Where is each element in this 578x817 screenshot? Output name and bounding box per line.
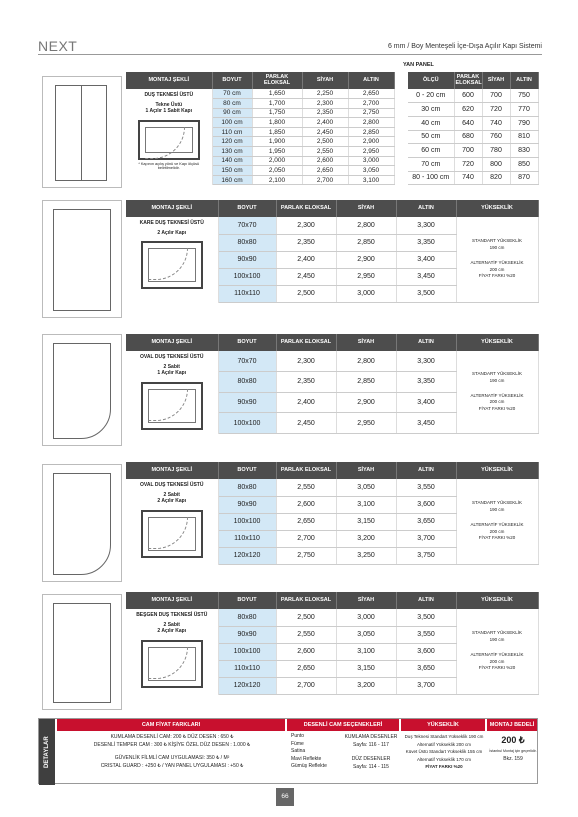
price-cell: 3,000 — [336, 285, 396, 302]
desc-line2: 2 Sabit — [163, 363, 180, 370]
height-note — [456, 217, 538, 302]
price-cell: 2,700 — [276, 530, 336, 547]
header-boyut: BOYUT — [218, 462, 276, 479]
price-cell: 750 — [510, 89, 538, 103]
header-siyah: SİYAH — [336, 334, 396, 351]
price-cell: 3,550 — [396, 626, 456, 643]
price-cell: 2,750 — [348, 108, 394, 118]
desen-option: Punto — [291, 733, 305, 739]
olcu-cell: 0 - 20 cm — [408, 89, 454, 103]
desc-line3: 1 Açılır Kapı — [157, 370, 187, 376]
table-row — [408, 171, 538, 185]
price-cell: 2,600 — [302, 156, 348, 166]
table-row — [408, 157, 538, 171]
size-cell: 100x100 — [218, 513, 276, 530]
shower-plan-diagram — [138, 120, 200, 160]
header-altin: ALTIN — [396, 462, 456, 479]
product-photo-1 — [42, 76, 122, 188]
montaj-price: 200 ₺ — [501, 735, 525, 745]
footer-cam-line2: DESENLİ TEMPER CAM : 300 ₺ KİŞİYE ÖZEL DÜZ DESEN : 1.000 ₺ — [93, 742, 251, 748]
product-photo-4 — [42, 464, 122, 582]
header-montaj: MONTAJ ŞEKLİ — [126, 200, 218, 217]
product-photo-2 — [42, 200, 122, 318]
price-cell: 3,000 — [336, 609, 396, 626]
price-cell: 3,100 — [336, 643, 396, 660]
price-cell: 3,600 — [396, 643, 456, 660]
price-cell: 640 — [454, 116, 482, 130]
header-siyah: SİYAH — [336, 462, 396, 479]
brand-logo: NEXT — [38, 38, 78, 54]
price-cell: 2,350 — [276, 234, 336, 251]
yukseklik-line1: Duş Teknesi Standart Yükseklik 190 cm — [404, 734, 484, 739]
table-row — [126, 609, 538, 626]
footer-cam-line3: GÜVENLİK FİLMLİ CAM UYGULAMASI: 350 ₺ / M² — [114, 755, 230, 761]
size-cell: 90x90 — [218, 496, 276, 513]
header-parlak: PARLAK ELOKSAL — [276, 334, 336, 351]
price-cell: 2,850 — [336, 234, 396, 251]
footer-head-montaj: MONTAJ BEDELİ — [487, 719, 537, 731]
price-cell: 2,950 — [348, 147, 394, 157]
yukseklik-line4: Alternatif Yükseklik 170 cm — [417, 756, 471, 762]
price-cell: 3,250 — [336, 547, 396, 564]
price-cell: 2,300 — [276, 217, 336, 234]
page-number: 66 — [276, 788, 294, 806]
desc-line2: 2 Açılır Kapı — [157, 229, 187, 236]
height-note-note4: 200 cm — [489, 399, 505, 405]
price-cell: 680 — [454, 130, 482, 144]
plan-arc — [145, 127, 185, 159]
price-cell: 2,400 — [276, 392, 336, 413]
price-cell: 2,600 — [276, 643, 336, 660]
price-cell: 770 — [510, 103, 538, 117]
price-cell: 3,650 — [396, 513, 456, 530]
height-note-note1: STANDART YÜKSEKLİK — [472, 630, 522, 636]
size-cell: 90 cm — [212, 108, 252, 118]
product-photo-3 — [42, 334, 122, 446]
size-cell: 120x120 — [218, 547, 276, 564]
size-cell: 70x70 — [218, 351, 276, 372]
page-subtitle: 6 mm / Boy Menteşeli İçe-Dışa Açılır Kapı Sistemi — [387, 43, 542, 50]
size-cell: 80x80 — [218, 372, 276, 393]
price-cell: 2,450 — [276, 413, 336, 434]
height-note-note3: ALTERNATİF YÜKSEKLİK — [470, 259, 524, 265]
size-cell: 80x80 — [218, 234, 276, 251]
size-cell: 160 cm — [212, 175, 252, 185]
footer-head-cam: CAM FİYAT FARKLARI — [57, 719, 285, 731]
desc-line2: 2 Sabit — [163, 491, 180, 498]
price-table-4 — [126, 462, 539, 565]
size-cell: 80x80 — [218, 609, 276, 626]
price-cell: 2,900 — [336, 251, 396, 268]
price-cell: 2,700 — [302, 175, 348, 185]
price-cell: 2,400 — [302, 118, 348, 128]
montaj-description — [126, 351, 218, 434]
price-cell: 2,900 — [348, 137, 394, 147]
price-cell: 2,800 — [336, 351, 396, 372]
price-cell: 1,900 — [252, 137, 302, 147]
table-row — [126, 89, 394, 99]
price-cell: 3,750 — [396, 547, 456, 564]
price-cell: 3,200 — [336, 530, 396, 547]
yukseklik-line5: FİYAT FARKI %20 — [425, 764, 463, 769]
olcu-cell: 30 cm — [408, 103, 454, 117]
height-note-note2: 190 cm — [489, 245, 505, 251]
olcu-cell: 40 cm — [408, 116, 454, 130]
size-cell: 80x80 — [218, 479, 276, 496]
price-cell: 790 — [510, 116, 538, 130]
header-parlak: PARLAK ELOKSAL — [276, 592, 336, 609]
header-yukseklik: YÜKSEKLİK — [456, 334, 538, 351]
price-cell: 600 — [454, 89, 482, 103]
table-row — [408, 89, 538, 103]
height-note — [456, 479, 538, 564]
desc-title: BEŞGEN DUŞ TEKNESİ ÜSTÜ — [136, 612, 208, 618]
header-yukseklik: YÜKSEKLİK — [456, 462, 538, 479]
size-cell: 100x100 — [218, 413, 276, 434]
size-cell: 140 cm — [212, 156, 252, 166]
yan-panel-table — [408, 72, 539, 185]
price-cell: 2,100 — [252, 175, 302, 185]
desen-option: Mavi Reflekte — [291, 755, 322, 762]
height-note-note2: 190 cm — [489, 637, 505, 643]
price-cell: 3,600 — [396, 496, 456, 513]
yp-header-olcu: ÖLÇÜ — [408, 72, 454, 89]
size-cell: 100x100 — [218, 643, 276, 660]
price-cell: 2,050 — [252, 166, 302, 176]
price-cell: 2,850 — [336, 372, 396, 393]
height-note-note1: STANDART YÜKSEKLİK — [472, 371, 522, 377]
table-row — [408, 116, 538, 130]
price-cell: 820 — [482, 171, 510, 185]
height-note-note5: FİYAT FARKI %20 — [478, 665, 516, 671]
price-cell: 2,450 — [276, 268, 336, 285]
header-montaj: MONTAJ ŞEKLİ — [126, 72, 212, 89]
price-cell: 2,650 — [276, 513, 336, 530]
duz-label: DÜZ DESENLER — [351, 756, 391, 762]
price-cell: 2,550 — [276, 626, 336, 643]
size-cell: 150 cm — [212, 166, 252, 176]
table-row — [126, 351, 538, 372]
price-cell: 760 — [482, 130, 510, 144]
price-cell: 3,150 — [336, 660, 396, 677]
montaj-description — [126, 89, 212, 185]
price-cell: 2,250 — [302, 89, 348, 99]
price-cell: 2,800 — [336, 217, 396, 234]
height-note-note1: STANDART YÜKSEKLİK — [472, 500, 522, 506]
price-cell: 2,950 — [336, 268, 396, 285]
price-cell: 830 — [510, 144, 538, 158]
size-cell: 130 cm — [212, 147, 252, 157]
price-cell: 3,700 — [396, 677, 456, 694]
size-cell: 110x110 — [218, 660, 276, 677]
header-parlak: PARLAK ELOKSAL — [276, 200, 336, 217]
price-cell: 3,200 — [336, 677, 396, 694]
table-row — [126, 479, 538, 496]
shower-plan-diagram — [141, 510, 203, 558]
yp-header-parlak: PARLAK ELOKSAL — [454, 72, 482, 89]
yukseklik-line2: Alternatif Yükseklik 200 cm — [417, 741, 471, 747]
height-note-note1: STANDART YÜKSEKLİK — [472, 238, 522, 244]
height-note-note5: FİYAT FARKI %20 — [478, 535, 516, 541]
price-cell: 3,050 — [348, 166, 394, 176]
header-divider — [38, 54, 542, 55]
header-altin: ALTIN — [396, 334, 456, 351]
price-cell: 3,350 — [396, 234, 456, 251]
price-cell: 620 — [454, 103, 482, 117]
desc-line3: 1 Açılır 1 Sabit Kapı — [145, 108, 192, 114]
size-cell: 100x100 — [218, 268, 276, 285]
price-cell: 2,450 — [302, 127, 348, 137]
table-row — [126, 217, 538, 234]
price-cell: 3,450 — [396, 268, 456, 285]
price-cell: 1,950 — [252, 147, 302, 157]
price-cell: 720 — [482, 103, 510, 117]
footer-head-yukseklik: YÜKSEKLİK — [401, 719, 485, 731]
header-parlak: PARLAK ELOKSAL — [276, 462, 336, 479]
price-cell: 3,700 — [396, 530, 456, 547]
price-cell: 2,300 — [276, 351, 336, 372]
kumlama-page: Sayfa: 116 - 117 — [353, 742, 389, 748]
price-cell: 2,600 — [276, 496, 336, 513]
size-cell: 70x70 — [218, 217, 276, 234]
size-cell: 100 cm — [212, 118, 252, 128]
olcu-cell: 80 - 100 cm — [408, 171, 454, 185]
price-cell: 3,450 — [396, 413, 456, 434]
height-note-note4: 200 cm — [489, 658, 505, 664]
shower-plan-diagram — [141, 382, 203, 430]
price-cell: 3,000 — [348, 156, 394, 166]
price-cell: 2,350 — [302, 108, 348, 118]
footer-cam-line1: KUMLAMA DESENLİ CAM: 200 ₺ DÜZ DESEN : 650 ₺ — [110, 734, 234, 740]
header-montaj: MONTAJ ŞEKLİ — [126, 592, 218, 609]
price-cell: 2,650 — [276, 660, 336, 677]
price-cell: 1,650 — [252, 89, 302, 99]
price-cell: 2,500 — [276, 609, 336, 626]
header-boyut: BOYUT — [218, 200, 276, 217]
price-cell: 2,700 — [276, 677, 336, 694]
size-cell: 70 cm — [212, 89, 252, 99]
header-altin: ALTIN — [396, 200, 456, 217]
yp-header-altin: ALTIN — [510, 72, 538, 89]
price-cell: 3,350 — [396, 372, 456, 393]
price-cell: 3,050 — [336, 626, 396, 643]
price-cell: 2,800 — [348, 118, 394, 128]
price-cell: 810 — [510, 130, 538, 144]
header-parlak: PARLAK ELOKSAL — [252, 72, 302, 89]
olcu-cell: 50 cm — [408, 130, 454, 144]
height-note-note3: ALTERNATİF YÜKSEKLİK — [470, 651, 524, 657]
table-row — [408, 103, 538, 117]
header-altin: ALTIN — [396, 592, 456, 609]
height-note-note2: 190 cm — [489, 377, 505, 383]
size-cell: 120x120 — [218, 677, 276, 694]
header-altin: ALTIN — [348, 72, 394, 89]
height-note-note3: ALTERNATİF YÜKSEKLİK — [470, 521, 524, 527]
price-table-3 — [126, 334, 539, 434]
price-cell: 740 — [454, 171, 482, 185]
desen-option: Füme — [291, 740, 304, 747]
height-note-note5: FİYAT FARKI %20 — [478, 406, 516, 412]
price-cell: 2,550 — [302, 147, 348, 157]
product-photo-5 — [42, 594, 122, 710]
price-cell: 700 — [454, 144, 482, 158]
desen-option: Gümüş Reflekte — [291, 763, 327, 769]
size-cell: 120 cm — [212, 137, 252, 147]
montaj-note: İstanbul Montaj için geçerlidir. — [489, 749, 537, 753]
olcu-cell: 70 cm — [408, 157, 454, 171]
yan-panel-title: YAN PANEL — [403, 62, 434, 68]
price-cell: 3,500 — [396, 609, 456, 626]
price-table-2 — [126, 200, 539, 303]
montaj-description — [126, 609, 218, 694]
price-cell: 800 — [482, 157, 510, 171]
price-cell: 2,000 — [252, 156, 302, 166]
header-boyut: BOYUT — [212, 72, 252, 89]
header-yukseklik: YÜKSEKLİK — [456, 592, 538, 609]
price-cell: 3,050 — [336, 479, 396, 496]
price-cell: 2,300 — [302, 99, 348, 109]
size-cell: 110x110 — [218, 285, 276, 302]
desc-title: OVAL DUŞ TEKNESİ ÜSTÜ — [140, 354, 204, 360]
desc-title: OVAL DUŞ TEKNESİ ÜSTÜ — [140, 482, 204, 488]
price-cell: 3,650 — [396, 660, 456, 677]
price-cell: 3,550 — [396, 479, 456, 496]
price-cell: 1,850 — [252, 127, 302, 137]
desc-title: KARE DUŞ TEKNESİ ÜSTÜ — [139, 220, 204, 226]
price-cell: 1,800 — [252, 118, 302, 128]
desc-title: DUŞ TEKNESİ ÜSTÜ — [144, 92, 194, 98]
price-cell: 850 — [510, 157, 538, 171]
price-cell: 2,650 — [302, 166, 348, 176]
yp-header-siyah: SİYAH — [482, 72, 510, 89]
header-yukseklik: YÜKSEKLİK — [456, 200, 538, 217]
price-cell: 2,650 — [348, 89, 394, 99]
price-cell: 700 — [482, 89, 510, 103]
price-cell: 1,750 — [252, 108, 302, 118]
size-cell: 90x90 — [218, 392, 276, 413]
price-cell: 3,100 — [348, 175, 394, 185]
price-cell: 1,700 — [252, 99, 302, 109]
height-note-note2: 190 cm — [489, 507, 505, 513]
height-note-note4: 200 cm — [489, 528, 505, 534]
price-cell: 2,700 — [348, 99, 394, 109]
price-cell: 2,500 — [302, 137, 348, 147]
height-note-note3: ALTERNATİF YÜKSEKLİK — [470, 392, 524, 398]
price-cell: 2,350 — [276, 372, 336, 393]
price-cell: 2,850 — [348, 127, 394, 137]
desc-line3: 2 Açılır Kapı — [157, 498, 187, 504]
height-note-note4: 200 cm — [489, 266, 505, 272]
height-note — [456, 609, 538, 694]
header-boyut: BOYUT — [218, 592, 276, 609]
price-cell: 2,900 — [336, 392, 396, 413]
details-footer — [38, 718, 538, 784]
desc-line3: 2 Açılır Kapı — [157, 628, 187, 634]
yukseklik-line3: Küvet Üstü Standart Yükseklik 155 cm — [405, 749, 483, 754]
header-siyah: SİYAH — [302, 72, 348, 89]
shower-plan-diagram — [141, 241, 203, 289]
price-cell: 780 — [482, 144, 510, 158]
desc-line2: 2 Sabit — [163, 621, 180, 628]
price-cell: 3,300 — [396, 351, 456, 372]
price-cell: 3,400 — [396, 392, 456, 413]
price-cell: 3,100 — [336, 496, 396, 513]
footer-side-label: DETAYLAR — [39, 719, 55, 785]
price-table-1 — [126, 72, 395, 185]
price-cell: 3,400 — [396, 251, 456, 268]
footer-cam-line4: CRISTAL GUARD : +250 ₺ / YAN PANEL UYGULAMASI : +50 ₺ — [100, 763, 244, 769]
price-cell: 2,950 — [336, 413, 396, 434]
price-cell: 2,400 — [276, 251, 336, 268]
price-cell: 740 — [482, 116, 510, 130]
price-cell: 2,750 — [276, 547, 336, 564]
price-table-5 — [126, 592, 539, 695]
price-cell: 720 — [454, 157, 482, 171]
size-cell: 90x90 — [218, 251, 276, 268]
price-cell: 3,150 — [336, 513, 396, 530]
price-cell: 2,500 — [276, 285, 336, 302]
height-note-note5: FİYAT FARKI %20 — [478, 273, 516, 279]
size-cell: 110x110 — [218, 530, 276, 547]
size-cell: 110 cm — [212, 127, 252, 137]
montaj-description — [126, 217, 218, 302]
montaj-description — [126, 479, 218, 564]
height-note — [456, 351, 538, 434]
duz-page: Sayfa: 114 - 115 — [353, 764, 389, 770]
header-montaj: MONTAJ ŞEKLİ — [126, 462, 218, 479]
header-siyah: SİYAH — [336, 200, 396, 217]
shower-plan-diagram — [141, 640, 203, 688]
header-montaj: MONTAJ ŞEKLİ — [126, 334, 218, 351]
desc-line2: Tekne Üstü — [155, 101, 183, 108]
price-cell: 3,300 — [396, 217, 456, 234]
price-cell: 870 — [510, 171, 538, 185]
kumlama-label: KUMLAMA DESENLER — [344, 734, 398, 740]
price-cell: 3,500 — [396, 285, 456, 302]
price-cell: 2,550 — [276, 479, 336, 496]
desc-note: * Kapının açılış yönü ve Kapı ölçüsü belirtilmelidir. — [138, 161, 200, 171]
table-row — [408, 130, 538, 144]
olcu-cell: 60 cm — [408, 144, 454, 158]
header-boyut: BOYUT — [218, 334, 276, 351]
desen-option: Satina — [291, 748, 306, 754]
table-row — [408, 144, 538, 158]
size-cell: 80 cm — [212, 99, 252, 109]
montaj-ref: Bkz. 159 — [503, 756, 523, 762]
footer-head-desen: DESENLİ CAM SEÇENEKLERİ — [287, 719, 399, 731]
header-siyah: SİYAH — [336, 592, 396, 609]
size-cell: 90x90 — [218, 626, 276, 643]
